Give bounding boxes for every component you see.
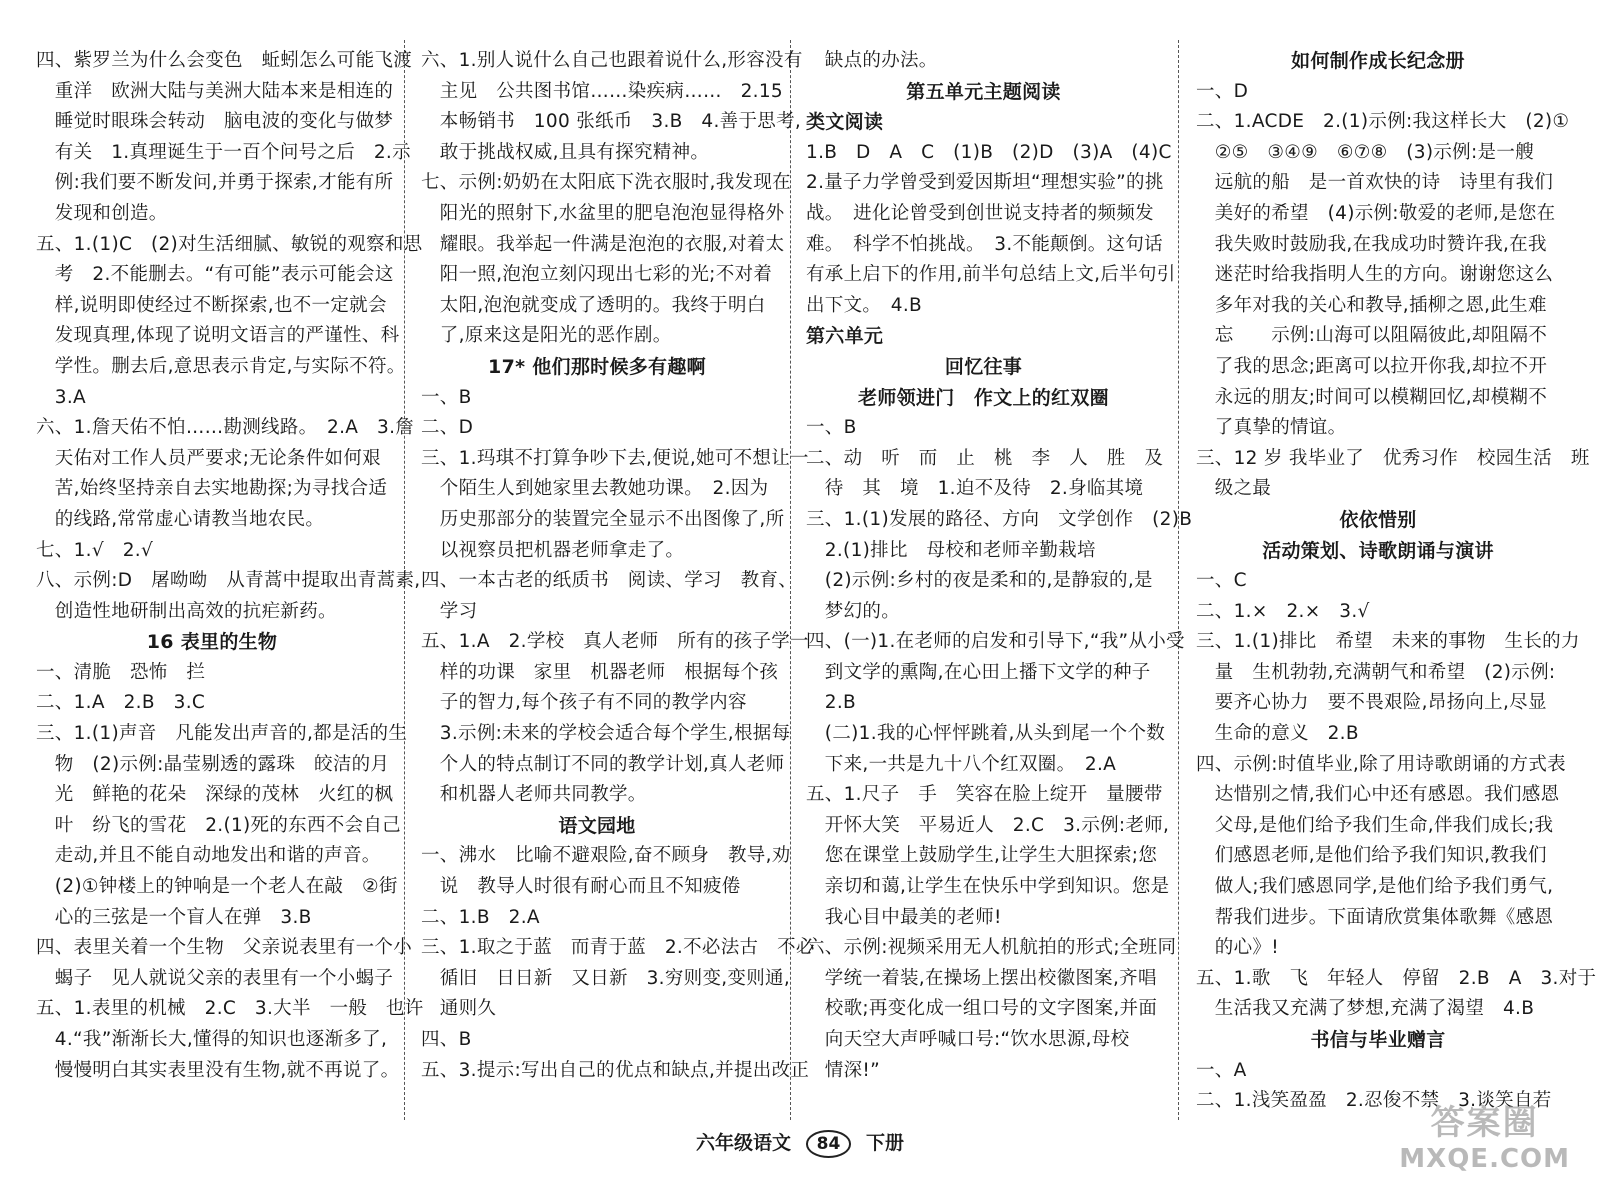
text-line: 五、1.表里的机械 2.C 3.大半 一般 也许	[36, 998, 424, 1020]
text-line: 远航的船 是一首欢快的诗 诗里有我们	[1196, 172, 1554, 194]
text-line: 心的三弦是一个盲人在弹 3.B	[36, 906, 312, 928]
text-line: 梦幻的。	[806, 600, 901, 622]
text-line: 二、1.A 2.B 3.C	[36, 692, 206, 714]
text-line: 光 鲜艳的花朵 深绿的茂林 火红的枫	[36, 784, 394, 806]
text-line: 情深!”	[806, 1059, 881, 1081]
text-line: 亲切和蔼,让学生在快乐中学到知识。您是	[806, 876, 1170, 898]
text-line: 样的功课 家里 机器老师 根据每个孩	[421, 661, 779, 683]
text-line: 发现真理,体现了说明文语言的严谨性、科	[36, 325, 400, 347]
text-line: 2.(1)排比 母校和老师辛勤栽培	[806, 539, 1096, 561]
text-line: 二、D	[421, 417, 474, 439]
text-line: 忘 示例:山海可以阻隔彼此,却阻隔不	[1196, 325, 1548, 347]
text-line: 二、1.B 2.A	[421, 906, 540, 928]
column-4	[1196, 46, 1597, 1146]
text-line: 多年对我的关心和教导,插柳之恩,此生难	[1196, 294, 1547, 316]
text-line: 难。 科学不怕挑战。 3.不能颠倒。这句话	[806, 233, 1163, 255]
text-line: 们感恩老师,是他们给予我们知识,教我们	[1196, 845, 1547, 867]
text-line: 样,说明即使经过不断探索,也不一定就会	[36, 294, 387, 316]
text-line: 量 生机勃勃,充满朝气和希望 (2)示例:	[1196, 661, 1556, 683]
section-heading: 17* 他们那时候多有趣啊	[488, 355, 706, 378]
text-line: 三、12 岁 我毕业了 优秀习作 校园生活 班	[1196, 447, 1590, 469]
text-line: 走动,并且不能自动地发出和谐的声音。	[36, 845, 381, 867]
text-line: 四、一本古老的纸质书 阅读、学习 教育、	[421, 570, 798, 592]
text-line: 迷茫时给我指明人生的方向。谢谢您这么	[1196, 264, 1554, 286]
text-line: 睡觉时眼珠会转动 脑电波的变化与做梦	[36, 111, 394, 133]
text-line: 一、C	[1196, 570, 1247, 592]
text-line: 永远的朋友;时间可以模糊回忆,却模糊不	[1196, 386, 1548, 408]
text-line: ②⑤ ③④⑨ ⑥⑦⑧ (3)示例:是一艘	[1196, 141, 1534, 163]
section-heading: 回忆往事	[944, 355, 1023, 378]
text-line: 待 其 境 1.迫不及待 2.身临其境	[806, 478, 1144, 500]
text-line: 五、1.(1)C (2)对生活细腻、敏锐的观察和思	[36, 233, 423, 255]
text-line: 一、A	[1196, 1059, 1247, 1081]
text-line: 重洋 欧洲大陆与美洲大陆本来是相连的	[36, 80, 394, 102]
text-line: 物 (2)示例:晶莹剔透的露珠 皎洁的月	[36, 753, 390, 775]
column-1	[36, 46, 424, 1146]
text-line: 蝎子 见人就说父亲的表里有一个小蝎子	[36, 967, 394, 989]
text-line: 一、清脆 恐怖 拦	[36, 661, 206, 683]
subsection-heading: 活动策划、诗歌朗诵与演讲	[1262, 539, 1494, 562]
text-line: 个陌生人到她家里去教她功课。 2.因为	[421, 478, 769, 500]
text-line: 三、1.(1)排比 希望 未来的事物 生长的力	[1196, 631, 1580, 653]
text-line: 父母,是他们给予我们生命,伴我们成长;我	[1196, 814, 1554, 836]
page-footer	[0, 1128, 1600, 1158]
text-line: 学习	[421, 600, 478, 622]
text-line: 五、1.尺子 手 笑容在脸上绽开 量腰带	[806, 784, 1163, 806]
text-line: 二、1.ACDE 2.(1)示例:我这样长大 (2)①	[1196, 111, 1570, 133]
text-line: 学性。删去后,意思表示肯定,与实际不符。	[36, 355, 406, 377]
text-line: 四、(一)1.在老师的启发和引导下,“我”从小受	[806, 631, 1185, 653]
text-line: 一、B	[806, 417, 857, 439]
text-line: 二、1.× 2.× 3.√	[1196, 600, 1370, 622]
text-line: 校歌;再变化成一组口号的文字图案,并面	[806, 998, 1158, 1020]
text-line: 五、3.提示:写出自己的优点和缺点,并提出改正	[421, 1059, 810, 1081]
text-line: 敢于挑战权威,且具有探究精神。	[421, 141, 710, 163]
text-line: 的线路,常常虚心请教当地农民。	[36, 508, 325, 530]
text-line: 要齐心协力 要不畏艰险,昂扬向上,尽显	[1196, 692, 1547, 714]
text-line: 的心》!	[1196, 937, 1279, 959]
text-line: 四、B	[421, 1029, 472, 1050]
text-line: 一、沸水 比喻不避艰险,奋不顾身 教导,劝	[421, 845, 791, 867]
text-line: 生命的意义 2.B	[1196, 723, 1359, 745]
column-divider	[1178, 40, 1179, 1120]
text-line: 个人的特点制订不同的教学计划,真人老师	[421, 753, 785, 775]
text-line: 4.“我”渐渐长大,懂得的知识也逐渐多了,	[36, 1029, 388, 1050]
text-line: (二)1.我的心怦怦跳着,从头到尾一个个数	[806, 723, 1166, 745]
text-line: 循旧 日日新 又日新 3.穷则变,变则通,	[421, 967, 791, 989]
watermark-cn: 答案圈	[1430, 1103, 1539, 1143]
text-line: 三、1.(1)声音 凡能发出声音的,都是活的生	[36, 723, 408, 745]
text-line: 帮我们进步。下面请欣赏集体歌舞《感恩	[1196, 906, 1554, 928]
text-line: 三、1.玛琪不打算争吵下去,便说,她可不想让一	[421, 447, 809, 469]
text-line: 美好的希望 (4)示例:敬爱的老师,是您在	[1196, 202, 1556, 224]
text-line: 五、1.歌 飞 年轻人 停留 2.B A 3.对于	[1196, 967, 1597, 989]
watermark-en: MXQE.COM	[1399, 1144, 1570, 1174]
column-2	[421, 46, 815, 1146]
text-line: 六、1.詹天佑不怕……勘测线路。 2.A 3.詹	[36, 417, 415, 439]
text-line: 太阳,泡泡就变成了透明的。我终于明白	[421, 294, 766, 316]
text-line: 七、示例:奶奶在太阳底下洗衣服时,我发现在	[421, 172, 791, 194]
text-line: 三、1.(1)发展的路径、方向 文学创作 (2)B	[806, 508, 1193, 530]
text-line: 发现和创造。	[36, 202, 168, 224]
section-heading: 如何制作成长纪念册	[1291, 50, 1465, 72]
text-line: 说 教导人时很有耐心而且不知疲倦	[421, 876, 741, 898]
text-line: 到文学的熏陶,在心田上播下文学的种子	[806, 661, 1151, 683]
text-line: 创造性地研制出高效的抗疟新药。	[36, 600, 337, 622]
footer-grade-subject: 六年级语文	[696, 1132, 792, 1154]
text-line: 我失败时鼓励我,在我成功时赞许我,在我	[1196, 233, 1547, 255]
text-line: 二、动 听 而 止 桃 李 人 胜 及	[806, 447, 1164, 469]
text-line: 了我的思念;距离可以拉开你我,却拉不开	[1196, 355, 1548, 377]
text-line: 达惜别之情,我们心中还有感恩。我们感恩	[1196, 784, 1560, 806]
text-line: 主见 公共图书馆……染疾病…… 2.15	[421, 80, 783, 102]
text-line: 缺点的办法。	[806, 50, 938, 71]
text-line: 有承上启下的作用,前半句总结上文,后半句引	[806, 264, 1176, 286]
text-line: 历史那部分的装置完全显示不出图像了,所	[421, 508, 785, 530]
text-line: 2.量子力学曾受到爱因斯坦“理想实验”的挑	[806, 172, 1164, 194]
text-line: 3.示例:未来的学校会适合每个学生,根据每	[421, 723, 791, 745]
text-line: 天佑对工作人员严要求;无论条件如何艰	[36, 447, 381, 469]
text-line: 一、D	[1196, 80, 1249, 102]
text-line: 例:我们要不断发问,并勇于探索,才能有所	[36, 172, 394, 194]
text-line: 出下文。 4.B	[806, 294, 922, 316]
page-number: 84	[806, 1130, 852, 1158]
text-line: 六、示例:视频采用无人机航拍的形式;全班同	[806, 937, 1177, 959]
text-line: 通则久	[421, 998, 497, 1020]
text-line: 六、1.别人说什么自己也跟着说什么,形容没有	[421, 50, 803, 71]
text-line: 苦,始终坚持亲自去实地勘探;为寻找合适	[36, 478, 388, 500]
text-line: 四、表里关着一个生物 父亲说表里有一个小	[36, 937, 413, 959]
unit-heading: 第六单元	[806, 325, 884, 348]
text-line: 四、紫罗兰为什么会变色 蚯蚓怎么可能飞渡	[36, 50, 413, 71]
text-line: 2.B	[806, 692, 857, 714]
text-line: 二、1.浅笑盈盈 2.忍俊不禁 3.谈笑自若	[1196, 1090, 1552, 1112]
text-line: 1.B D A C (1)B (2)D (3)A (4)C	[806, 141, 1172, 163]
text-line: 您在课堂上鼓励学生,让学生大胆探索;您	[806, 845, 1158, 867]
text-line: 我心目中最美的老师!	[806, 906, 1002, 928]
text-line: 3.A	[36, 386, 87, 408]
text-line: 级之最	[1196, 478, 1272, 500]
column-3	[806, 46, 1193, 1146]
watermark-logo	[1399, 1095, 1570, 1174]
text-line: 叶 纷飞的雪花 2.(1)死的东西不会自己	[36, 814, 401, 836]
text-line: 本畅销书 100 张纸币 3.B 4.善于思考,	[421, 111, 802, 133]
text-line: 考 2.不能删去。“有可能”表示可能会这	[36, 264, 394, 286]
text-line: 三、1.取之于蓝 而青于蓝 2.不必法古 不必	[421, 937, 815, 959]
text-line: 做人;我们感恩同学,是他们给予我们勇气,	[1196, 876, 1554, 898]
text-line: (2)①钟楼上的钟响是一个老人在敲 ②街	[36, 876, 398, 898]
text-line: 战。 进化论曾受到创世说支持者的频频发	[806, 202, 1154, 224]
section-heading: 书信与毕业赠言	[1310, 1029, 1446, 1051]
text-line: 四、示例:时值毕业,除了用诗歌朗诵的方式表	[1196, 753, 1566, 775]
text-line: 耀眼。我举起一件满是泡泡的衣服,对着太	[421, 233, 785, 255]
section-heading: 第五单元主题阅读	[906, 80, 1061, 103]
text-line: 慢慢明白其实表里没有生物,就不再说了。	[36, 1059, 400, 1081]
section-heading: 依依惜别	[1339, 508, 1417, 531]
subsection-heading: 类文阅读	[806, 111, 884, 134]
text-line: 下来,一共是九十八个红双圈。 2.A	[806, 753, 1117, 775]
text-line: 和机器人老师共同教学。	[421, 784, 647, 806]
text-line: 阳一照,泡泡立刻闪现出七彩的光;不对着	[421, 264, 773, 286]
section-heading: 16 表里的生物	[146, 631, 278, 654]
text-line: 阳光的照射下,水盆里的肥皂泡泡显得格外	[421, 202, 785, 224]
text-line: 一、B	[421, 386, 472, 408]
subsection-heading: 老师领进门 作文上的红双圈	[858, 386, 1109, 409]
text-line: 了真挚的情谊。	[1196, 417, 1347, 439]
section-heading: 语文园地	[558, 814, 636, 837]
text-line: 七、1.√ 2.√	[36, 539, 154, 561]
footer-volume: 下册	[865, 1132, 904, 1154]
text-line: 了,原来这是阳光的恶作剧。	[421, 325, 672, 347]
text-line: 向天空大声呼喊口号:“饮水思源,母校	[806, 1029, 1130, 1050]
text-line: (2)示例:乡村的夜是柔和的,是静寂的,是	[806, 570, 1153, 592]
text-line: 八、示例:D 屠呦呦 从青蒿中提取出青蒿素,	[36, 570, 421, 592]
text-line: 有关 1.真理诞生于一百个问号之后 2.示	[36, 141, 411, 163]
text-line: 以视察员把机器老师拿走了。	[421, 539, 685, 561]
text-line: 五、1.A 2.学校 真人老师 所有的孩子学一	[421, 631, 809, 653]
text-line: 子的智力,每个孩子有不同的教学内容	[421, 692, 747, 714]
text-line: 学统一着装,在操场上摆出校徽图案,齐唱	[806, 967, 1157, 989]
text-line: 生活我又充满了梦想,充满了渴望 4.B	[1196, 998, 1535, 1020]
text-line: 开怀大笑 平易近人 2.C 3.示例:老师,	[806, 814, 1170, 836]
